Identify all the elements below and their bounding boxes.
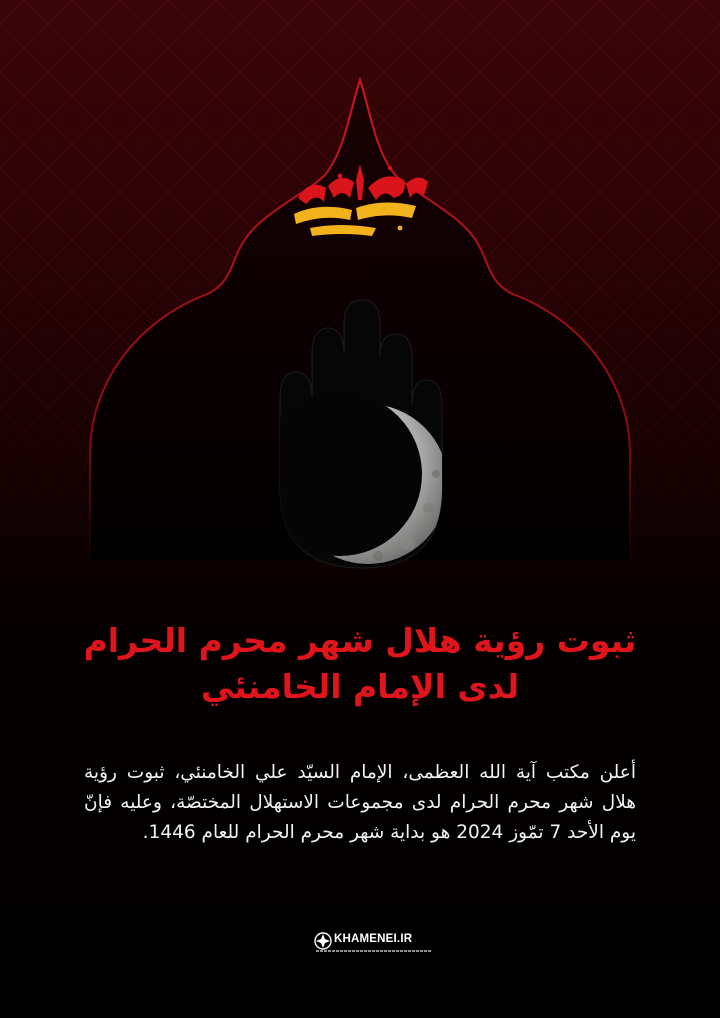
announcement-text: أعلن مكتب آية الله العظمى، الإمام السيّد علي الخامنئي، ثبوت رؤية هلال شهر محرم الحرام لدى مجموعات الاستهلال المختصّة، وعليه فإنّ يوم الأحد 7 تمّوز 2024 هو بداية شهر محرم الحرام للعام 1446. bbox=[84, 762, 636, 843]
title-line-1: ثبوت رؤية هلال شهر محرم الحرام bbox=[83, 621, 637, 660]
raised-hand-icon bbox=[258, 298, 458, 588]
calligraphy-emblem bbox=[280, 158, 440, 244]
logo-subtitle-strip bbox=[316, 950, 432, 952]
logo-text: KHAMENEI.IR bbox=[334, 933, 413, 945]
khamenei-logo bbox=[312, 932, 432, 962]
khamenei-logo-icon bbox=[314, 932, 332, 950]
title-line-2: لدى الإمام الخامنئي bbox=[200, 667, 520, 706]
